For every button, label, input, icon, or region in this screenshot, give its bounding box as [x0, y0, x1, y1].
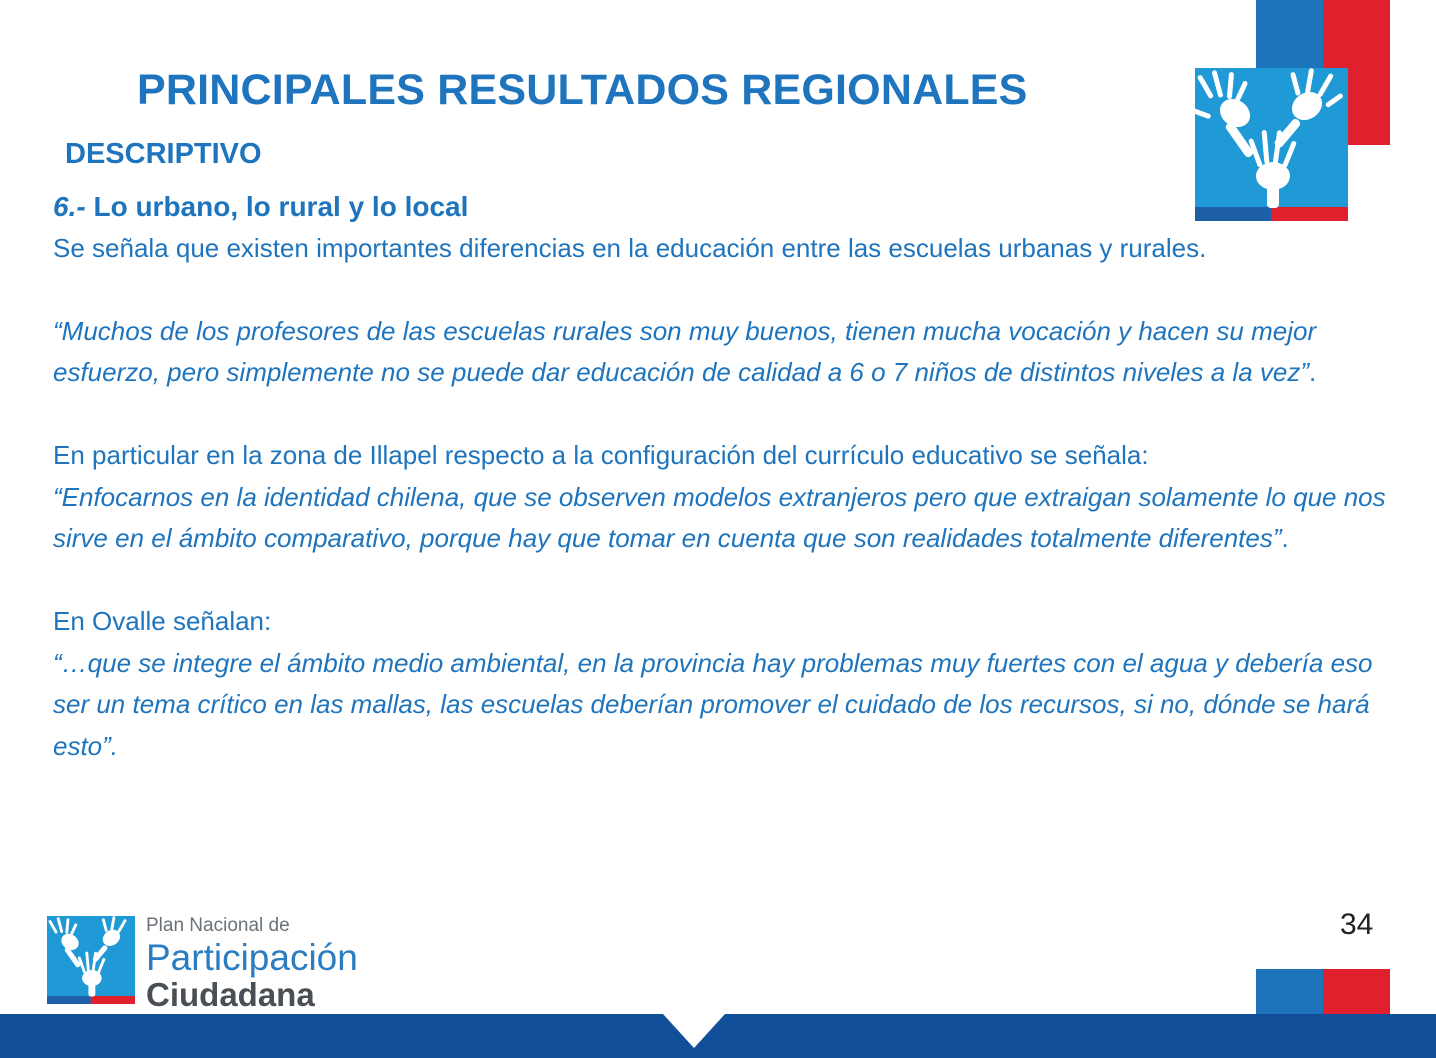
section-number: 6.-: [53, 191, 86, 222]
page-subtitle: DESCRIPTIVO: [65, 138, 262, 170]
paragraph-gap: [53, 560, 1393, 602]
quote-rural-teachers: “Muchos de los profesores de las escuelas rurales son muy buenos, tienen mucha vocación y hacen su mejor esfuerzo, pero simplemente no se puede dar educación de calidad a 6 o 7 niños de distintos niveles a la vez”: [53, 315, 1317, 387]
bottom-flag-decoration: [1256, 969, 1390, 1015]
illapel-intro: En particular en la zona de Illapel respecto a la configuración del currículo educativo se señala:: [53, 440, 1149, 470]
hands-logo-icon: [47, 916, 135, 1004]
flag-red-stripe: [1323, 969, 1390, 1015]
quote-illapel: “Enfocarnos en la identidad chilena, que se observen modelos extranjeros pero que extraigan solamente lo que nos sirve en el ámbito comparativo, porque hay que tomar en cuenta que son realidades totalmente diferentes”: [53, 481, 1386, 553]
section-heading-text: Lo urbano, lo rural y lo local: [85, 191, 469, 222]
paragraph-gap: [53, 269, 1393, 311]
paragraph-gap: [53, 394, 1393, 436]
section-heading: [53, 186, 1393, 228]
content-body: [53, 186, 1393, 767]
ovalle-intro: En Ovalle señalan:: [53, 606, 272, 636]
quote-paragraph-2: [53, 477, 1393, 560]
brand-line-3: Ciudadana: [146, 976, 315, 1013]
quote-paragraph-1: [53, 311, 1393, 394]
brand-line-2: Participación: [146, 937, 358, 978]
intro-paragraph: Se señala que existen importantes diferencias en la educación entre las escuelas urbanas y rurales.: [53, 232, 1207, 263]
brand-wordmark: [146, 914, 358, 1012]
page-title: PRINCIPALES RESULTADOS REGIONALES: [137, 66, 1028, 114]
flag-blue-stripe: [1256, 969, 1323, 1015]
quote-ovalle: “…que se integre el ámbito medio ambiental, en la provincia hay problemas muy fuertes con el agua y debería eso ser un tema crítico en las mallas, las escuelas deberían promover el cuidado de los recursos, si no, dónde se hará esto”.: [53, 647, 1373, 761]
quote-2-end: .: [1281, 523, 1289, 553]
quote-1-end: .: [1309, 357, 1317, 387]
brand-line-1: Plan Nacional de: [146, 915, 290, 936]
page-number: 34: [1340, 908, 1374, 941]
chevron-down-icon: [663, 1012, 725, 1050]
